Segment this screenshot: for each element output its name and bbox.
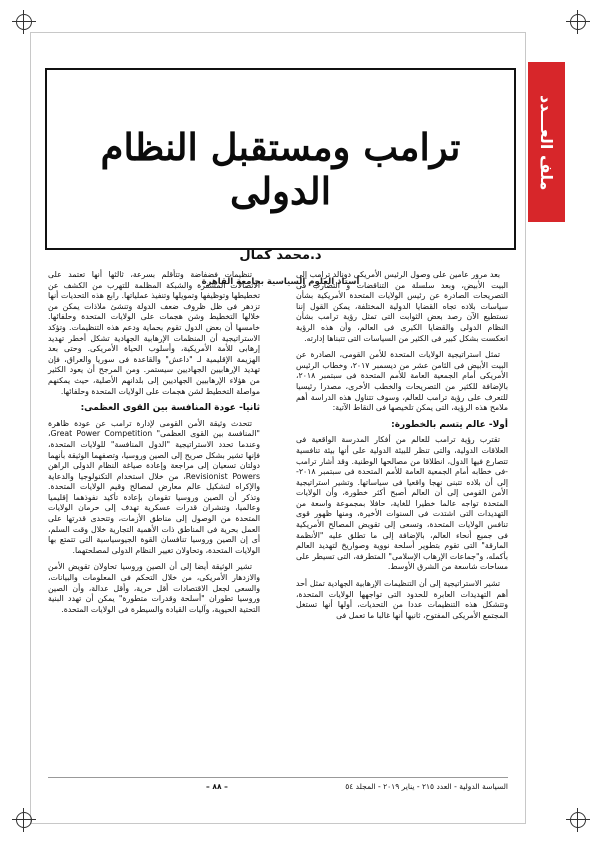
paragraph: تشير الاستراتيجية إلى أن التنظيمات الإرهابية الجهادية تمثل أحد أهم التهديدات العابرة للحدود التى تواجهها الولايات المتحدة، وتتشكل هذه التنظيمات عددا من التحديات، أولها أنها تستغل المجتمع الأمريكى المفتوح، ثانيها أنها غالبا ما تعمل فى <box>296 579 508 620</box>
article-title: ترامب ومستقبل النظام الدولى <box>100 125 461 213</box>
paragraph: تتحدث وثيقة الأمن القومى لإدارة ترامب عن عودة ظاهرة "المنافسة بين القوى العظمى" Great Power Competition، وعندما تحدد الاستراتيجية "الدول المنافسة" للولايات المتحدة، فإنها تشير بشكل صريح إلى الصين وروسيا، وتصفهما الوثيقة بأنهما دولتان تسعيان إلى مراجعة وإعادة صياغة النظام الدولى الراهن Revisionist Powers، من خلال استخدام التكنولوجيا والدعاية والإكراه لتشكيل عالم معارض لمصالح وقيم الولايات المتحدة. وتذكر أن الصين وروسيا تقومان بإعادة تأكيد نفوذهما إقليميا وعالميا، وتنشران قدرات عسكرية تهدف إلى حرمان الولايات المتحدة من الوصول إلى مناطق الأزمات، وتتحدى قدرتها على العمل بحرية فى المناطق ذات الأهمية التجارية خلال وقت السلم، أى إن الصين وروسيا تنافسان القوة الجيوسياسية التى تتمتع بها الولايات المتحدة، وتحاولان تغيير النظام الدولى لمصلحتهما. <box>48 418 261 555</box>
paragraph: تمثل استراتيجية الولايات المتحدة للأمن القومى، الصادرة عن البيت الأبيض فى الثامن عشر من ديسمبر ٢٠١٧، وخطاب الرئيس الأمريكى أمام الجمعية العامة للأمم المتحدة فى سبتمبر ٢٠١٨، بالإضافة للكثير من التصريحات والخطب الأخرى، مصدرا رئيسيا للتعرف على رؤية ترامب للعالم، وسوف تتناول هذه الدراسة أهم ملامح هذه الرؤية، التى يمكن تلخيصها فى النقاط الآتية: <box>296 350 508 413</box>
issue-file-label: ملف العـــدد <box>537 95 556 191</box>
article-column-left <box>48 270 260 621</box>
publication-info: السياسة الدولية - العدد ٢١٥ - يناير ٢٠١٩ - المجلد ٥٤ <box>345 782 508 791</box>
paragraph: تقترب رؤية ترامب للعالم من أفكار المدرسة الواقعية فى العلاقات الدولية، والتى تنظر للبيئة الدولية على أنها بيئة تنافسية تتصارع فيها الدول، انطلاقا من مصالحها الوطنية. وقد أشار ترامب -فى خطابه أمام الجمعية العامة للأمم المتحدة فى سبتمبر ٢٠١٨- إلى أن بلاده تتبنى نهجا واقعيا فى سياساتها. وتشير استراتيجية الأمن القومى إلى أن العالم أصبح أكثر خطورة، وأن الولايات المتحدة تواجه عالما خطيرا للغاية، حافلا بمجموعة واسعة من التهديدات التى اشتدت فى السنوات الأخيرة، ومنها ظهور قوى تنافس الولايات المتحدة، وتسعى إلى تقويض المصالح الأمريكية فى جميع أنحاء العالم، بالإضافة إلى ما تطلق عليه "الأنظمة المارقة" التى تقوم بتطوير أسلحة نووية وصواريخ لتهديد العالم بأكمله، و"جماعات الإرهاب الإسلامى" المتطرفة، التى تسيطر على مساحات شاسعة من الشرق الأوسط. <box>296 435 508 572</box>
page-number-value: ٨٨ <box>212 782 222 791</box>
author-name: د.محمد كمال <box>239 248 322 263</box>
section-heading: ثانيا- عودة المنافسة بين القوى العظمى: <box>80 403 260 414</box>
registration-mark-icon <box>16 812 32 828</box>
registration-mark-icon <box>16 14 32 30</box>
paragraph: بعد مرور عامين على وصول الرئيس الأمريكى دونالد ترامب إلى البيت الأبيض، وبعد سلسلة من التناقضات و التضارب فى التصريحات الصادرة عن رئيس الولايات المتحدة الأمريكية بشأن سياسات بلاده تجاه القضايا الدولية المختلفة، يمكن القول إننا نستطيع الآن رصد بعض الثوابت التى تمثل رؤية ترامب بشأن النظام الدولى والقضايا الكبرى فى العالم، وأن هذه الرؤية انعكست بشكل كبير فى الكثير من السياسات التى تتبناها إدارته. <box>296 270 508 343</box>
issue-file-tab <box>528 62 565 222</box>
author-affiliation: أستاذ العلوم السياسية بجامعة القاهرة <box>201 277 360 287</box>
paragraph: تشير الوثيقة أيضا إلى أن الصين وروسيا تحاولان تقويض الأمن والازدهار الأمريكى، من خلال التحكم فى المعلومات والبيانات، والسعى لجعل الاقتصادات أقل حرية، وأقل عدالة، وأن الصين وروسيا تطوران "أسلحة وقدرات متطورة" يمكن أن تهدد البنية التحتية الحيوية، وآليات القيادة والسيطرة فى الولايات المتحدة. <box>48 562 260 614</box>
page-footer <box>48 777 508 792</box>
registration-mark-icon <box>570 812 586 828</box>
article-column-right <box>296 270 508 627</box>
section-heading: أولا- عالم يتسم بالخطورة: <box>391 419 508 430</box>
title-box <box>45 68 516 287</box>
registration-mark-icon <box>570 14 586 30</box>
paragraph: تنظيمات فضفاضة وتتأقلم بسرعة، ثالثها أنها تعتمد على الاتصالات المشفرة والشبكة المظلمة للتهرب من الكشف عن تخطيطها وتوظيفها وتمويلها وتنفيذ عملياتها. رابع هذه التحديات أنها تزدهر فى ظل ظروف ضعف الدولة وتنشئ ملاذات يمكن من خلالها التخطيط وشن هجمات على الولايات المتحدة وحلفائها. خامسها أن بعض الدول تقوم بحماية ودعم هذه التنظيمات. وتؤكد الاستراتيجية أن المنظمات الإرهابية الجهادية تشكل أخطر تهديد إرهابى للأمة الأمريكية، وأسلوب الحياة الأمريكى. وحتى بعد الهزيمة الإقليمية لـ "داعش" والقاعدة فى سوريا والعراق، فإن تهديد الإرهابيين الجهاديين سيستمر. ومن المرجح أن يعود الكثير من هؤلاء الإرهابيين الجهاديين إلى بلدانهم الأصلية، حيث يمكنهم مواصلة التخطيط لشن هجمات على الولايات المتحدة وحلفائها. <box>48 270 260 396</box>
page-number: – ٨٨ – <box>206 782 228 791</box>
